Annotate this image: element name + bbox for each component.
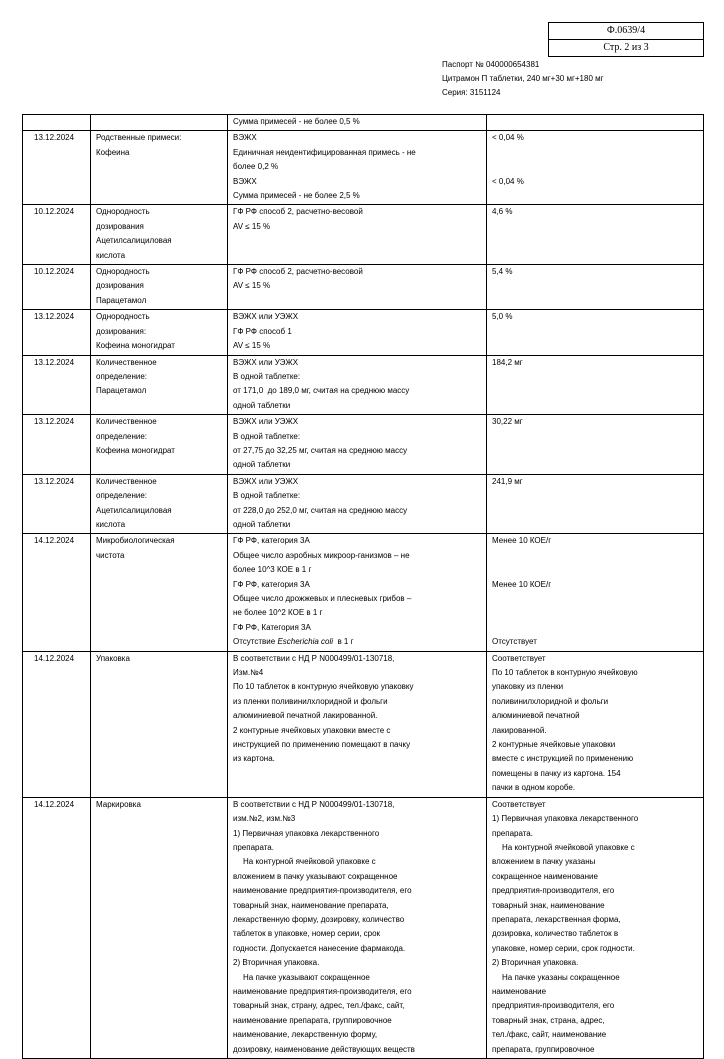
test-date: 13.12.2024 bbox=[23, 415, 91, 475]
specification-line: 2) Вторичная упаковка. bbox=[233, 958, 320, 968]
test-name-cell bbox=[91, 797, 228, 1058]
result-line: дозировка, количество таблеток в bbox=[492, 929, 619, 939]
result-line: Соответствует bbox=[492, 799, 546, 809]
specification-line: ВЭЖХ или УЭЖХ bbox=[233, 476, 299, 486]
specification-line: одной таблетки bbox=[233, 460, 291, 470]
test-name-line: Количественное bbox=[96, 476, 157, 486]
result-cell bbox=[487, 651, 704, 797]
specification-line: наименование препарата, группировочное bbox=[233, 1015, 392, 1025]
result-cell bbox=[487, 355, 704, 415]
table-row bbox=[23, 310, 704, 355]
specification-cell bbox=[228, 797, 487, 1058]
result-cell bbox=[487, 534, 704, 651]
test-date: 13.12.2024 bbox=[23, 474, 91, 534]
specification-cell bbox=[228, 205, 487, 265]
specification-line: AV ≤ 15 % bbox=[233, 281, 271, 291]
test-name-line: дозирования bbox=[96, 221, 144, 231]
test-name-line: Ацетилсалициловая bbox=[96, 505, 172, 515]
specification-line: более 0,2 % bbox=[233, 162, 279, 172]
table-row bbox=[23, 265, 704, 310]
test-date: 14.12.2024 bbox=[23, 797, 91, 1058]
test-name-line: кислота bbox=[96, 250, 126, 260]
specification-line: годности. Допускается нанесение фармакода. bbox=[233, 943, 406, 953]
result-line: препарата. bbox=[492, 828, 533, 838]
passport-header bbox=[442, 58, 604, 100]
test-name-cell bbox=[91, 205, 228, 265]
test-name-cell bbox=[91, 265, 228, 310]
series-number: Серия: 3151124 bbox=[442, 88, 501, 97]
test-date: 13.12.2024 bbox=[23, 355, 91, 415]
test-name-cell bbox=[91, 115, 228, 131]
test-date: 14.12.2024 bbox=[23, 651, 91, 797]
specification-cell bbox=[228, 355, 487, 415]
result-line: препарата, группировочное bbox=[492, 1044, 595, 1054]
specification-line: Единичная неидентифицированная примесь - не bbox=[233, 147, 416, 157]
specification-line: товарный знак, страну, адрес, тел./факс, сайт, bbox=[233, 1001, 405, 1011]
test-date: 13.12.2024 bbox=[23, 131, 91, 205]
table-row bbox=[23, 115, 704, 131]
result-line bbox=[492, 549, 699, 563]
result-line: упаковку из пленки bbox=[492, 682, 564, 692]
specification-line: из пленки поливинилхлоридной и фольги bbox=[233, 696, 388, 706]
specification-line: ВЭЖХ bbox=[233, 176, 257, 186]
result-cell bbox=[487, 415, 704, 475]
result-line: лакированной. bbox=[492, 725, 547, 735]
specification-line: ВЭЖХ или УЭЖХ bbox=[233, 357, 299, 367]
specification-line: В соответствии с НД Р N000499/01-130718, bbox=[233, 799, 395, 809]
table-row bbox=[23, 474, 704, 534]
test-name-line: Количественное bbox=[96, 417, 157, 427]
test-date: 13.12.2024 bbox=[23, 310, 91, 355]
specification-line: Общее число аэробных микроор-ганизмов – не bbox=[233, 550, 410, 560]
result-cell bbox=[487, 797, 704, 1058]
result-line: тел./факс, сайт, наименование bbox=[492, 1030, 607, 1040]
result-line: < 0,04 % bbox=[492, 176, 524, 186]
organism-name: Escherichia coli bbox=[277, 637, 334, 647]
specification-line: более 10^3 КОЕ в 1 г bbox=[233, 565, 312, 575]
specification-line: ВЭЖХ bbox=[233, 133, 257, 143]
result-cell bbox=[487, 131, 704, 205]
specification-cell bbox=[228, 115, 487, 131]
specification-line: Изм.№4 bbox=[233, 668, 264, 678]
result-line: препарата, лекарственная форма, bbox=[492, 914, 621, 924]
specification-line: ГФ РФ способ 2, расчетно-весовой bbox=[233, 207, 363, 217]
test-date: 10.12.2024 bbox=[23, 205, 91, 265]
specification-line: В соответствии с НД Р N000499/01-130718, bbox=[233, 653, 395, 663]
specification-line: из картона. bbox=[233, 754, 275, 764]
test-name-line: Парацетамол bbox=[96, 295, 147, 305]
specification-line: товарный знак, наименование препарата, bbox=[233, 900, 389, 910]
result-line: Менее 10 КОЕ/г bbox=[492, 579, 552, 589]
specification-line: инструкцией по применению помещают в пачку bbox=[233, 740, 411, 750]
specification-cell bbox=[228, 474, 487, 534]
result-line: пачки в одном коробе. bbox=[492, 783, 576, 793]
spec-suffix: в 1 г bbox=[333, 637, 354, 647]
specification-line: от 171,0 до 189,0 мг, считая на среднюю массу bbox=[233, 386, 410, 396]
table-row bbox=[23, 534, 704, 651]
result-line: товарный знак, страна, адрес, bbox=[492, 1015, 605, 1025]
table-row bbox=[23, 205, 704, 265]
result-line: 1) Первичная упаковка лекарственного bbox=[492, 814, 639, 824]
result-line: < 0,04 % bbox=[492, 133, 524, 143]
result-cell bbox=[487, 310, 704, 355]
specification-line: На контурной ячейковой упаковке с bbox=[243, 857, 376, 867]
specification-line: Общее число дрожжевых и плесневых грибов – bbox=[233, 594, 412, 603]
test-name-line: определение: bbox=[96, 491, 148, 501]
result-line: 184,2 мг bbox=[492, 357, 523, 367]
result-line: На контурной ячейковой упаковке с bbox=[502, 842, 635, 852]
test-name-line: определение: bbox=[96, 431, 148, 441]
test-name-cell bbox=[91, 310, 228, 355]
test-name-line: Микробиологическая bbox=[96, 536, 175, 546]
test-name-line: Кофеина моногидрат bbox=[96, 445, 175, 455]
result-line: 241,9 мг bbox=[492, 476, 523, 486]
result-line bbox=[492, 563, 699, 577]
result-line: поливинилхлоридной и фольги bbox=[492, 696, 609, 706]
specification-line bbox=[233, 635, 482, 649]
specification-line: AV ≤ 15 % bbox=[233, 341, 271, 351]
result-line: 2 контурные ячейковые упаковки bbox=[492, 740, 616, 750]
result-line: предприятия-производителя, его bbox=[492, 886, 615, 896]
specification-line: AV ≤ 15 % bbox=[233, 221, 271, 231]
table-row bbox=[23, 415, 704, 475]
test-name-line: дозирования: bbox=[96, 326, 147, 336]
specification-line: ВЭЖХ или УЭЖХ bbox=[233, 312, 299, 322]
specification-line: таблеток в упаковке, номер серии, срок bbox=[233, 929, 381, 939]
specification-line: одной таблетки bbox=[233, 519, 291, 529]
specification-line: дозировку, наименование действующих веществ bbox=[233, 1044, 415, 1054]
result-line: товарный знак, наименование bbox=[492, 900, 605, 910]
result-line: 30,22 мг bbox=[492, 417, 523, 427]
specification-line: ГФ РФ, категория 3А bbox=[233, 579, 310, 589]
test-name-line: Ацетилсалициловая bbox=[96, 236, 172, 246]
result-line: предприятия-производителя, его bbox=[492, 1001, 615, 1011]
passport-number: Паспорт № 040000654381 bbox=[442, 60, 540, 69]
test-name-line: Количественное bbox=[96, 357, 157, 367]
specification-cell bbox=[228, 534, 487, 651]
table-row bbox=[23, 651, 704, 797]
specification-line: По 10 таблеток в контурную ячейковую упаковку bbox=[233, 682, 414, 692]
form-code: Ф.0639/4 bbox=[606, 25, 646, 36]
result-cell bbox=[487, 474, 704, 534]
specification-line: лекарственную форму, дозировку, количество bbox=[233, 914, 405, 924]
result-line: Менее 10 КОЕ/г bbox=[492, 536, 552, 546]
test-name-line: Маркировка bbox=[96, 799, 141, 809]
specification-line: Сумма примесей - не более 2,5 % bbox=[233, 191, 360, 201]
specification-line: изм.№2, изм.№3 bbox=[233, 814, 296, 824]
test-name-line: чистота bbox=[96, 550, 125, 560]
specification-line: наименование предприятия-производителя, его bbox=[233, 886, 412, 896]
test-name-line: Родственные примеси: bbox=[96, 133, 182, 143]
test-name-line: Парацетамол bbox=[96, 386, 147, 396]
result-line: сокращенное наименование bbox=[492, 871, 598, 881]
specification-line: ВЭЖХ или УЭЖХ bbox=[233, 417, 299, 427]
result-line bbox=[492, 606, 699, 620]
test-name-cell bbox=[91, 355, 228, 415]
test-name-line: дозирования bbox=[96, 281, 144, 291]
test-name-line: Однородность bbox=[96, 312, 150, 322]
result-line: алюминиевой печатной bbox=[492, 711, 580, 721]
spec-prefix: Отсутствие bbox=[233, 637, 278, 647]
specification-line: 2 контурные ячейковых упаковки вместе с bbox=[233, 725, 391, 735]
form-code-box bbox=[548, 22, 704, 57]
result-cell bbox=[487, 205, 704, 265]
test-name-line: Однородность bbox=[96, 207, 150, 217]
specification-cell bbox=[228, 651, 487, 797]
table-row bbox=[23, 131, 704, 205]
specification-line: ГФ РФ способ 2, расчетно-весовой bbox=[233, 267, 363, 277]
specification-line: вложением в пачку указывают сокращенное bbox=[233, 871, 398, 881]
specification-cell bbox=[228, 265, 487, 310]
specification-cell bbox=[228, 310, 487, 355]
result-line: наименование bbox=[492, 986, 547, 996]
test-name-line: Упаковка bbox=[96, 653, 130, 663]
test-name-cell bbox=[91, 651, 228, 797]
result-line: 5,0 % bbox=[492, 312, 513, 322]
result-line: вместе с инструкцией по применению bbox=[492, 754, 634, 764]
test-name-cell bbox=[91, 415, 228, 475]
result-line: упаковке, номер серии, срок годности. bbox=[492, 943, 635, 953]
specification-line: В одной таблетке: bbox=[233, 491, 301, 501]
result-line: 2) Вторичная упаковка. bbox=[492, 958, 579, 968]
product-name: Цитрамон П таблетки, 240 мг+30 мг+180 мг bbox=[442, 74, 604, 83]
result-line: Отсутствует bbox=[492, 637, 537, 647]
test-name-line: определение: bbox=[96, 371, 148, 381]
result-line: 4,6 % bbox=[492, 207, 513, 217]
result-line: вложением в пачку указаны bbox=[492, 857, 596, 867]
test-results-table bbox=[22, 114, 704, 1059]
specification-line: ГФ РФ, Категория 3А bbox=[233, 622, 311, 632]
specification-cell bbox=[228, 415, 487, 475]
result-cell bbox=[487, 115, 704, 131]
specification-line: наименование предприятия-производителя, его bbox=[233, 986, 412, 996]
specification-line: алюминиевой печатной лакированной. bbox=[233, 711, 378, 721]
result-line bbox=[492, 592, 699, 606]
result-line: Соответствует bbox=[492, 653, 546, 663]
specification-line: от 228,0 до 252,0 мг, считая на среднюю массу bbox=[233, 505, 408, 515]
specification-line: Сумма примесей - не более 0,5 % bbox=[233, 117, 360, 126]
page-number: Стр. 2 из 3 bbox=[549, 39, 703, 56]
specification-line: ГФ РФ, категория 3А bbox=[233, 536, 310, 546]
result-line bbox=[492, 146, 699, 160]
result-cell bbox=[487, 265, 704, 310]
specification-line: от 27,75 до 32,25 мг, считая на среднюю массу bbox=[233, 445, 408, 455]
table-row bbox=[23, 797, 704, 1058]
specification-line: 1) Первичная упаковка лекарственного bbox=[233, 828, 380, 838]
result-line bbox=[492, 160, 699, 174]
test-name-line: Кофеина bbox=[96, 147, 130, 157]
specification-line: ГФ РФ способ 1 bbox=[233, 326, 292, 336]
specification-line: В одной таблетке: bbox=[233, 431, 301, 441]
test-name-cell bbox=[91, 474, 228, 534]
test-date: 14.12.2024 bbox=[23, 534, 91, 651]
test-name-cell bbox=[91, 534, 228, 651]
specification-line: наименование, лекарственную форму, bbox=[233, 1030, 378, 1040]
result-line: По 10 таблеток в контурную ячейковую bbox=[492, 668, 638, 678]
test-name-line: Однородность bbox=[96, 267, 150, 277]
result-line: 5,4 % bbox=[492, 267, 513, 277]
specification-line: На пачке указывают сокращенное bbox=[243, 972, 370, 982]
specification-line: не более 10^2 КОЕ в 1 г bbox=[233, 608, 323, 618]
test-name-cell bbox=[91, 131, 228, 205]
specification-cell bbox=[228, 131, 487, 205]
result-line: На пачке указаны сокращенное bbox=[502, 972, 620, 982]
test-date bbox=[23, 115, 91, 131]
specification-line: одной таблетки bbox=[233, 400, 291, 410]
test-name-line: Кофеина моногидрат bbox=[96, 341, 175, 351]
test-date: 10.12.2024 bbox=[23, 265, 91, 310]
result-line: помещены в пачку из картона. 154 bbox=[492, 768, 621, 778]
result-line bbox=[492, 621, 699, 635]
specification-line: препарата. bbox=[233, 842, 274, 852]
test-name-line: кислота bbox=[96, 519, 126, 529]
table-row bbox=[23, 355, 704, 415]
specification-line: В одной таблетке: bbox=[233, 371, 301, 381]
